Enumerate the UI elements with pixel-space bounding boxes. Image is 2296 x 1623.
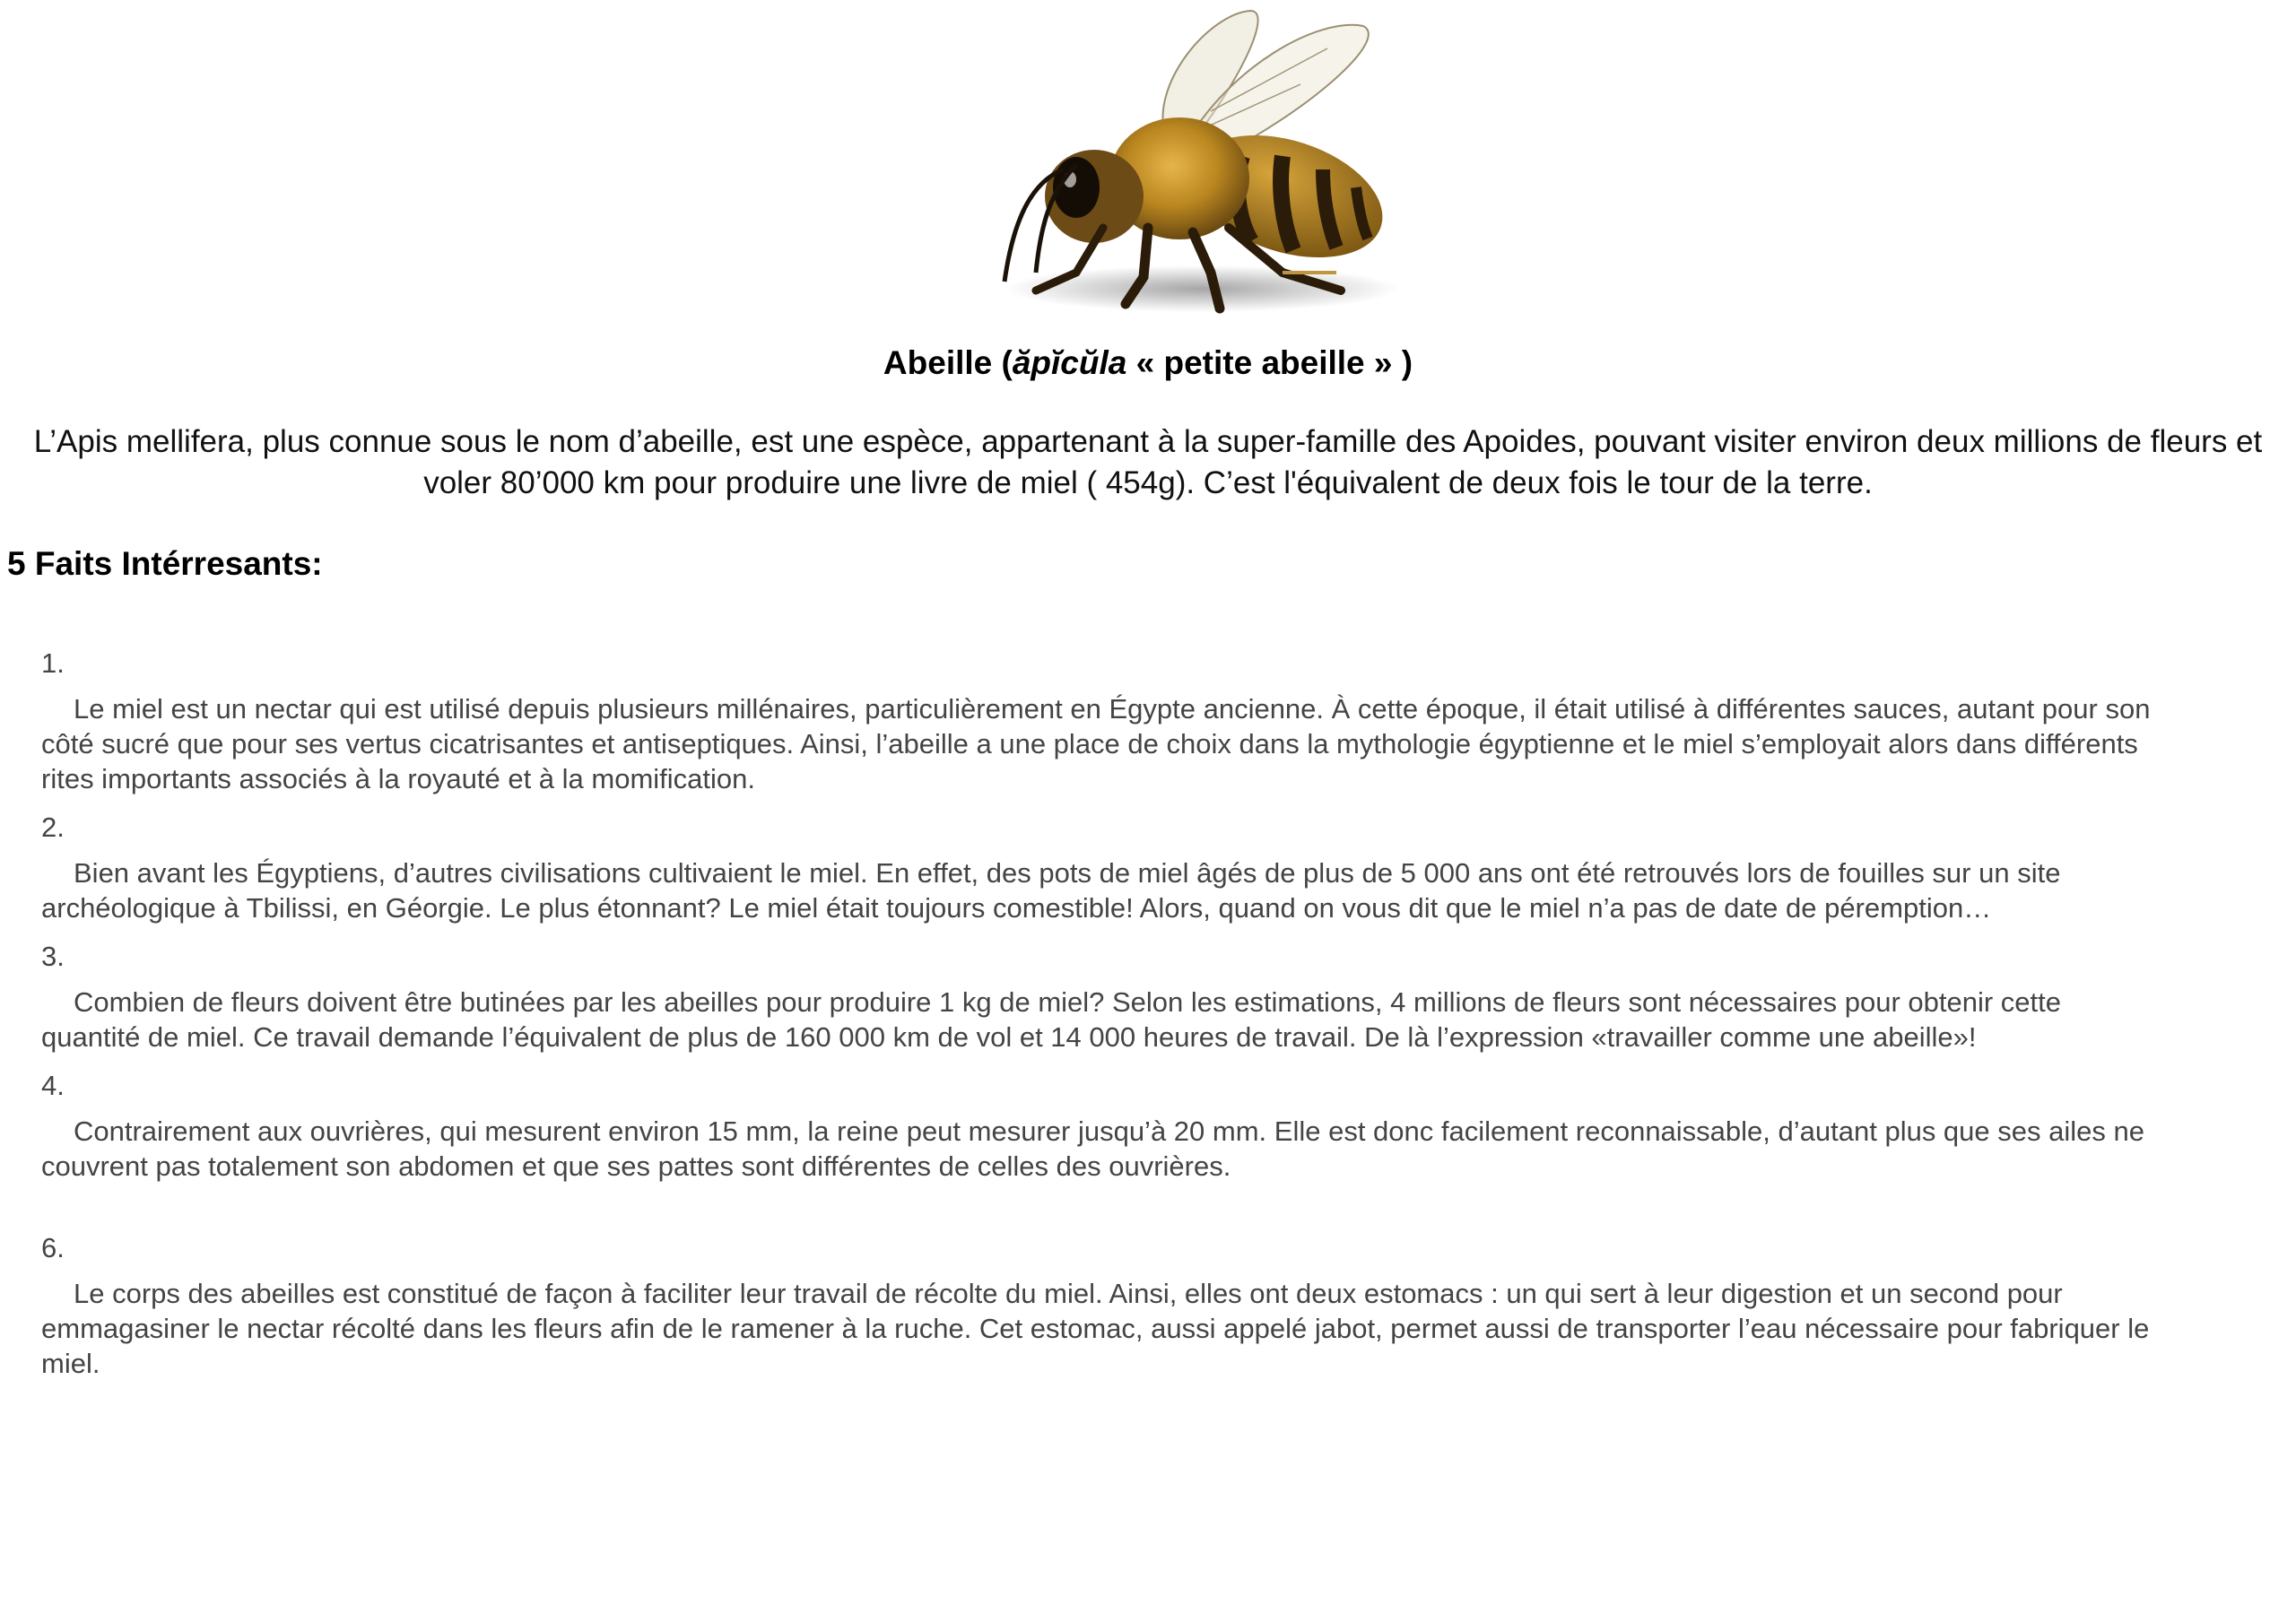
fact-item — [41, 646, 2158, 796]
fact-text: Combien de fleurs doivent être butinées par les abeilles pour produire 1 kg de miel? Selon les estimations, 4 millions de fleurs sont nécessaires pour obtenir cette quantité de miel. Ce travail demande l’équivalent de plus de 160 000 km de vol et 14 000 heures de travail. De là l’expression «travailler comme une abeille»! — [41, 986, 2061, 1053]
fact-item — [41, 1068, 2158, 1184]
fact-text: Le miel est un nectar qui est utilisé depuis plusieurs millénaires, particulièrement en Égypte ancienne. À cette époque, il était utilisé à différentes sauces, autant pour son côté sucré que pour ses vertus cicatrisantes et antiseptiques. Ainsi, l’abeille a une place de choix dans la mythologie égyptienne et le miel s’employait alors dans différents rites importants associés à la royauté et à la momification. — [41, 693, 2151, 794]
title-suffix: « petite abeille » ) — [1126, 344, 1413, 381]
fact-number: 6. — [41, 1232, 65, 1263]
fact-number: 2. — [41, 812, 65, 843]
title-latin-term: ăpĭcŭla — [1012, 344, 1127, 381]
fact-text: Contrairement aux ouvrières, qui mesurent environ 15 mm, la reine peut mesurer jusqu’à 20 mm. Elle est donc facilement reconnaissable, d’autant plus que ses ailes ne couvrent pas totalement son abdomen et que ses pattes sont différentes de celles des ouvrières. — [41, 1115, 2144, 1182]
title-prefix: Abeille ( — [883, 344, 1013, 381]
intro-paragraph: L’Apis mellifera, plus connue sous le nom d’abeille, est une espèce, appartenant à la super-famille des Apoides, pouvant visiter environ deux millions de fleurs et voler 80’000 km pour produire une livre de miel ( 454g). C’est l'équivalent de deux fois le tour de la terre. — [33, 424, 2263, 500]
fact-item — [41, 939, 2158, 1055]
bee-image — [942, 4, 1426, 323]
fact-number: 3. — [41, 941, 65, 972]
fact-text: Bien avant les Égyptiens, d’autres civilisations cultivaient le miel. En effet, des pots de miel âgés de plus de 5 000 ans ont été retrouvés lors de fouilles sur un site archéologique à Tbilissi, en Géorgie. Le plus étonnant? Le miel était toujours comestible! Alors, quand on vous dit que le miel n’a pas de date de péremption… — [41, 857, 2061, 924]
fact-item — [41, 1230, 2158, 1381]
fact-item — [41, 810, 2158, 925]
fact-number: 4. — [41, 1070, 65, 1101]
facts-list — [41, 646, 2158, 1394]
facts-heading: 5 Faits Intérresants: — [7, 545, 323, 582]
fact-text: Le corps des abeilles est constitué de façon à faciliter leur travail de récolte du miel. Ainsi, elles ont deux estomacs : un qui sert à leur digestion et un second pour emmagasiner le nectar récolté dans les fleurs afin de le ramener à la ruche. Cet estomac, aussi appelé jabot, permet aussi de transporter l’eau nécessaire pour fabriquer le miel. — [41, 1278, 2150, 1379]
fact-number: 1. — [41, 647, 65, 679]
document-title — [0, 343, 2296, 383]
